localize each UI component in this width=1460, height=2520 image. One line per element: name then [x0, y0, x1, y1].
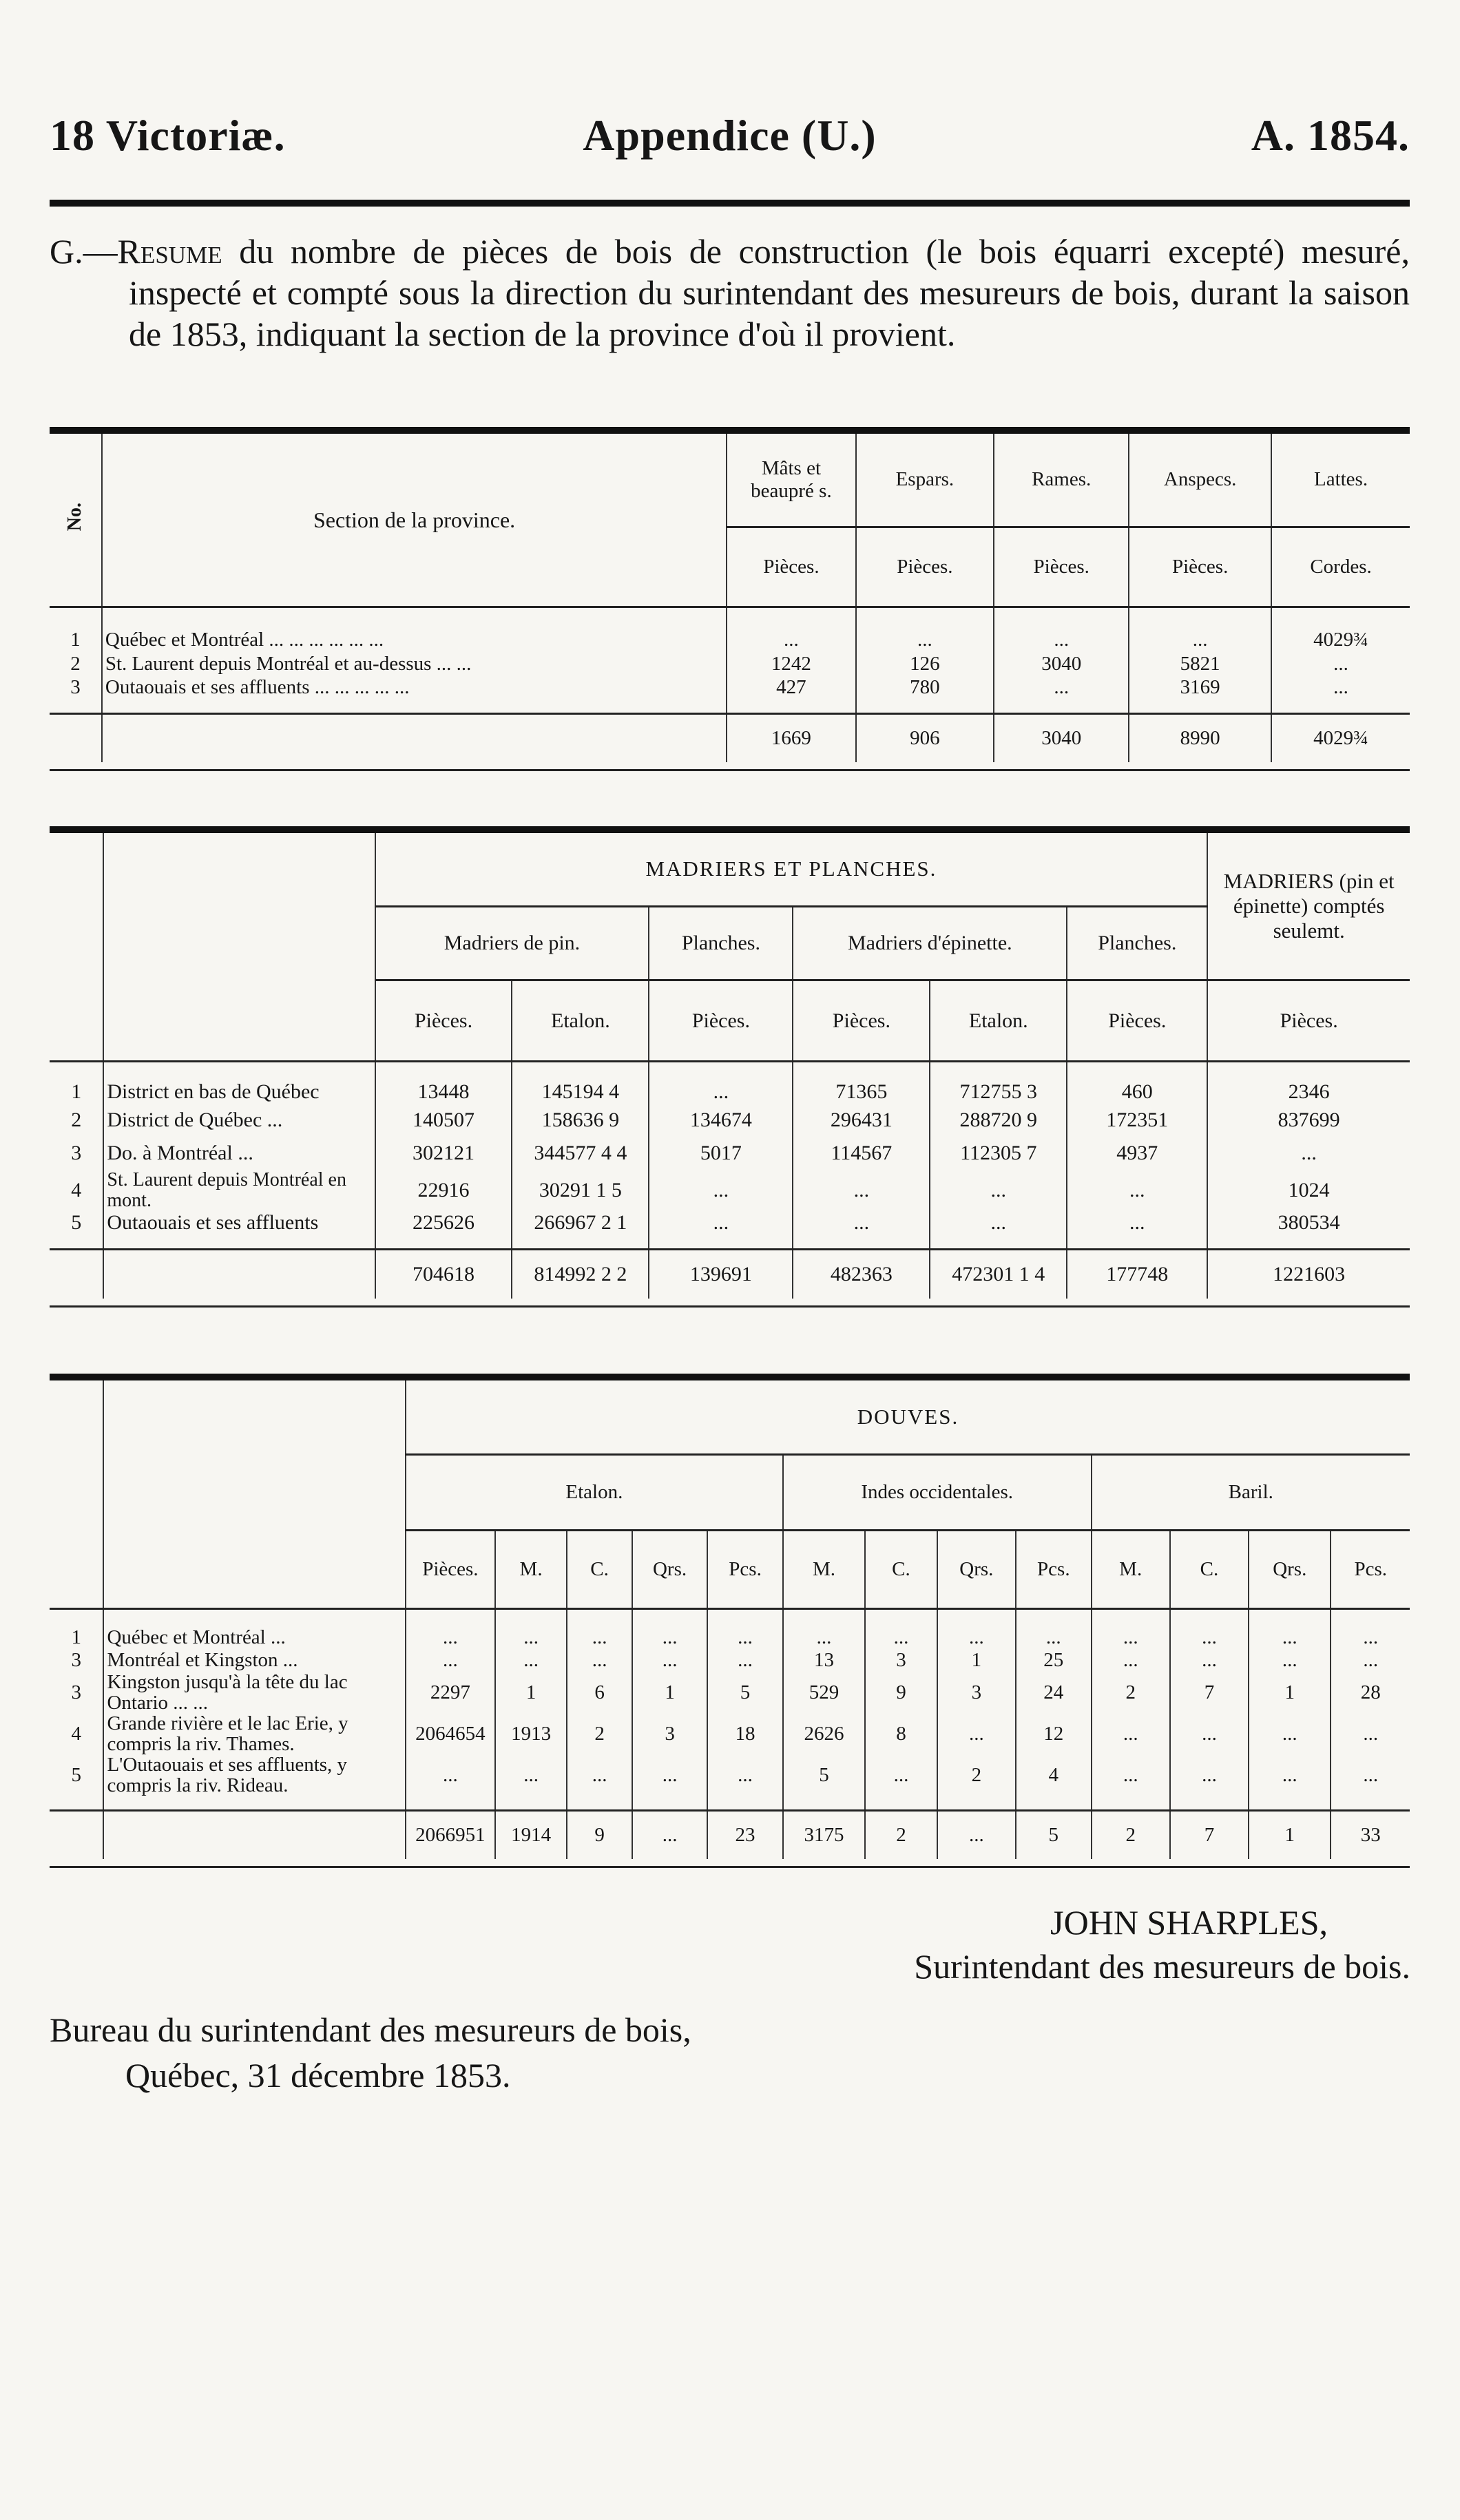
cell: 112305 7 [930, 1137, 1067, 1170]
cell: ... [793, 1211, 930, 1250]
total-cell: 704618 [375, 1250, 512, 1299]
unit-header: C. [567, 1530, 632, 1608]
cell: 2346 [1207, 1062, 1410, 1104]
row-number: 4 [71, 1722, 81, 1745]
cell: 3169 [1129, 676, 1271, 714]
cell: 28 [1331, 1672, 1410, 1713]
cell: ... [406, 1649, 495, 1672]
row-label: St. Laurent depuis Montréal en mont. [103, 1170, 375, 1211]
cell: ... [994, 607, 1129, 652]
row-number: 3 [70, 676, 81, 698]
total-cell: 8990 [1129, 714, 1271, 763]
cell: ... [406, 1754, 495, 1811]
sub-header-etalon: Etalon. [406, 1455, 783, 1530]
cell: 13 [783, 1649, 865, 1672]
cell: ... [856, 607, 994, 652]
cell: ... [994, 676, 1129, 714]
total-cell: 906 [856, 714, 994, 763]
cell: ... [937, 1713, 1016, 1754]
cell: ... [1331, 1649, 1410, 1672]
cell: ... [495, 1754, 567, 1811]
unit-pieces: Pièces. [793, 980, 930, 1062]
total-cell: ... [632, 1811, 708, 1860]
cell: ... [1092, 1713, 1170, 1754]
table-row [50, 607, 1410, 652]
cell: 3 [632, 1713, 708, 1754]
cell: ... [727, 607, 855, 652]
total-cell: 139691 [649, 1250, 793, 1299]
cell: 1913 [495, 1713, 567, 1754]
cell: 302121 [375, 1137, 512, 1170]
cell: 1 [1249, 1672, 1331, 1713]
table-row [50, 1137, 1410, 1170]
cell: 71365 [793, 1062, 930, 1104]
row-number: 5 [71, 1763, 81, 1786]
unit-header: C. [865, 1530, 937, 1608]
cell: 837699 [1207, 1104, 1410, 1137]
cell: ... [1249, 1609, 1331, 1650]
group-header-madriers-planches: MADRIERS ET PLANCHES. [375, 830, 1208, 906]
cell: ... [793, 1170, 930, 1211]
row-number: 3 [71, 1681, 81, 1703]
cell: ... [1170, 1754, 1249, 1811]
cell: 3 [937, 1672, 1016, 1713]
row-number: 2 [71, 1109, 82, 1131]
sub-header-madriers-pin: Madriers de pin. [375, 906, 649, 980]
unit-header: C. [1170, 1530, 1249, 1608]
cell: ... [865, 1609, 937, 1650]
row-label: Outaouais et ses affluents ... ... ... ... ... [102, 676, 727, 714]
row-label: Québec et Montréal ... [103, 1609, 406, 1650]
total-row [50, 1250, 1410, 1299]
total-cell: 2066951 [406, 1811, 495, 1860]
cell: ... [649, 1211, 793, 1250]
place-date: Québec, 31 décembre 1853. [125, 2056, 511, 2094]
table-row [50, 676, 1410, 714]
total-cell: 1 [1249, 1811, 1331, 1860]
cell: 2297 [406, 1672, 495, 1713]
cell: 18 [707, 1713, 782, 1754]
cell: ... [1092, 1754, 1170, 1811]
cell: 5 [707, 1672, 782, 1713]
total-cell: 2 [865, 1811, 937, 1860]
appendix-title: Appendice (U.) [583, 111, 877, 160]
col-header-lattes: Lattes. [1271, 430, 1410, 527]
cell: 140507 [375, 1104, 512, 1137]
table-row [50, 1754, 1410, 1811]
row-label: Québec et Montréal ... ... ... ... ... ... [102, 607, 727, 652]
row-number: 1 [71, 1626, 81, 1648]
cell: 712755 3 [930, 1062, 1067, 1104]
total-cell: 7 [1170, 1811, 1249, 1860]
cell: 266967 2 1 [512, 1211, 649, 1250]
cell: 5821 [1129, 651, 1271, 676]
cell: ... [1129, 607, 1271, 652]
unit-pieces: Pièces. [856, 527, 994, 607]
cell: ... [1016, 1609, 1091, 1650]
cell: ... [937, 1609, 1016, 1650]
cell: 22916 [375, 1170, 512, 1211]
unit-pieces: Pièces. [1207, 980, 1410, 1062]
cell: ... [1067, 1211, 1207, 1250]
cell: ... [1331, 1754, 1410, 1811]
sub-header-indes: Indes occidentales. [783, 1455, 1092, 1530]
total-row [50, 714, 1410, 763]
cell: 30291 1 5 [512, 1170, 649, 1211]
cell: 126 [856, 651, 994, 676]
table-row [50, 1170, 1410, 1211]
total-cell: 4029¾ [1271, 714, 1410, 763]
row-label: St. Laurent depuis Montréal et au-dessus ... ... [102, 651, 727, 676]
total-cell: 3040 [994, 714, 1129, 763]
cell: 4937 [1067, 1137, 1207, 1170]
total-cell: 5 [1016, 1811, 1091, 1860]
sub-header-madriers-epinette: Madriers d'épinette. [793, 906, 1067, 980]
col-header-anspecs: Anspecs. [1129, 430, 1271, 527]
cell: 24 [1016, 1672, 1091, 1713]
cell: ... [495, 1609, 567, 1650]
cell: 12 [1016, 1713, 1091, 1754]
cell: 6 [567, 1672, 632, 1713]
row-label: District de Québec ... [103, 1104, 375, 1137]
group-header-douves: DOUVES. [406, 1377, 1410, 1455]
cell: ... [783, 1609, 865, 1650]
row-label: Kingston jusqu'à la tête du lac Ontario ... ... [103, 1672, 406, 1713]
cell: 158636 9 [512, 1104, 649, 1137]
cell: 1 [495, 1672, 567, 1713]
cell: 145194 4 [512, 1062, 649, 1104]
cell: ... [632, 1649, 708, 1672]
cell: 4029¾ [1271, 607, 1410, 652]
summary-paragraph [50, 231, 1410, 355]
total-cell: 3175 [783, 1811, 865, 1860]
unit-pieces: Pièces. [1129, 527, 1271, 607]
cell: 134674 [649, 1104, 793, 1137]
table-masts-spars [50, 427, 1410, 771]
total-cell: 2 [1092, 1811, 1170, 1860]
unit-header: Qrs. [632, 1530, 708, 1608]
cell: ... [1249, 1649, 1331, 1672]
row-label: Montréal et Kingston ... [103, 1649, 406, 1672]
row-label: Outaouais et ses affluents [103, 1211, 375, 1250]
cell: 13448 [375, 1062, 512, 1104]
cell: 2 [1092, 1672, 1170, 1713]
row-number: 5 [71, 1211, 82, 1234]
cell: ... [567, 1609, 632, 1650]
total-cell: 1914 [495, 1811, 567, 1860]
table-madriers-planches [50, 826, 1410, 1308]
cell: 1242 [727, 651, 855, 676]
cell: 380534 [1207, 1211, 1410, 1250]
sub-header-planches: Planches. [649, 906, 793, 980]
cell: 1024 [1207, 1170, 1410, 1211]
total-cell: 814992 2 2 [512, 1250, 649, 1299]
unit-header: Qrs. [1249, 1530, 1331, 1608]
cell: ... [1249, 1713, 1331, 1754]
sub-header-planches: Planches. [1067, 906, 1207, 980]
total-cell: 177748 [1067, 1250, 1207, 1299]
cell: ... [649, 1062, 793, 1104]
cell: 296431 [793, 1104, 930, 1137]
cell: ... [1092, 1609, 1170, 1650]
cell: ... [707, 1609, 782, 1650]
cell: ... [707, 1649, 782, 1672]
unit-header: M. [1092, 1530, 1170, 1608]
cell: ... [495, 1649, 567, 1672]
cell: ... [632, 1754, 708, 1811]
total-cell: 33 [1331, 1811, 1410, 1860]
table-row [50, 1649, 1410, 1672]
row-number: 3 [71, 1649, 81, 1671]
table-row [50, 1211, 1410, 1250]
signatory-name: JOHN SHARPLES, [1050, 1903, 1328, 1942]
unit-pieces: Pièces. [649, 980, 793, 1062]
unit-pieces: Pièces. [375, 980, 512, 1062]
unit-header: Pcs. [1331, 1530, 1410, 1608]
total-cell: 472301 1 4 [930, 1250, 1067, 1299]
total-cell: 23 [707, 1811, 782, 1860]
cell: 288720 9 [930, 1104, 1067, 1137]
cell: 5017 [649, 1137, 793, 1170]
cell: ... [930, 1170, 1067, 1211]
bureau-line: Bureau du surintendant des mesureurs de bois, [50, 2010, 691, 2049]
cell: 460 [1067, 1062, 1207, 1104]
table-row [50, 1609, 1410, 1650]
cell: 9 [865, 1672, 937, 1713]
section-header: Section de la province. [102, 430, 727, 607]
cell: ... [1170, 1713, 1249, 1754]
cell: ... [567, 1754, 632, 1811]
unit-header: Pièces. [406, 1530, 495, 1608]
unit-header: Pcs. [707, 1530, 782, 1608]
year-label: A. 1854. [1251, 111, 1410, 160]
cell: 3040 [994, 651, 1129, 676]
cell: 225626 [375, 1211, 512, 1250]
cell: 7 [1170, 1672, 1249, 1713]
col-header-rames: Rames. [994, 430, 1129, 527]
unit-pieces: Pièces. [994, 527, 1129, 607]
unit-header: Qrs. [937, 1530, 1016, 1608]
cell: 780 [856, 676, 994, 714]
side-header-madriers: MADRIERS (pin et épinette) comptés seulemt. [1207, 830, 1410, 980]
row-number: 4 [71, 1179, 82, 1201]
unit-etalon: Etalon. [512, 980, 649, 1062]
unit-pieces: Pièces. [1067, 980, 1207, 1062]
total-cell: 1669 [727, 714, 855, 763]
row-number: 3 [71, 1142, 82, 1164]
cell: 344577 4 4 [512, 1137, 649, 1170]
cell: ... [930, 1211, 1067, 1250]
cell: ... [1271, 676, 1410, 714]
cell: 114567 [793, 1137, 930, 1170]
total-cell: 482363 [793, 1250, 930, 1299]
cell: 4 [1016, 1754, 1091, 1811]
cell: ... [1271, 651, 1410, 676]
cell: ... [1249, 1754, 1331, 1811]
table-row [50, 1104, 1410, 1137]
session-label: 18 Victoriæ. [50, 111, 286, 160]
cell: 3 [865, 1649, 937, 1672]
cell: ... [649, 1170, 793, 1211]
total-cell: 9 [567, 1811, 632, 1860]
table-douves [50, 1374, 1410, 1868]
row-number: 1 [71, 1080, 82, 1103]
cell: ... [1067, 1170, 1207, 1211]
unit-header: M. [495, 1530, 567, 1608]
unit-pieces: Pièces. [727, 527, 855, 607]
row-label: L'Outaouais et ses affluents, y compris la riv. Rideau. [103, 1754, 406, 1811]
cell: 172351 [1067, 1104, 1207, 1137]
bureau-block [50, 2007, 691, 2098]
cell: 2626 [783, 1713, 865, 1754]
col-header-espars: Espars. [856, 430, 994, 527]
header-rule [50, 200, 1410, 207]
cell: 529 [783, 1672, 865, 1713]
total-cell: ... [937, 1811, 1016, 1860]
cell: ... [865, 1754, 937, 1811]
total-cell: 1221603 [1207, 1250, 1410, 1299]
row-number: 2 [70, 652, 81, 675]
row-number: 1 [70, 629, 81, 651]
cell: 2 [937, 1754, 1016, 1811]
cell: ... [567, 1649, 632, 1672]
table-row [50, 1713, 1410, 1754]
cell: ... [707, 1754, 782, 1811]
unit-header: Pcs. [1016, 1530, 1091, 1608]
cell: ... [1170, 1609, 1249, 1650]
cell: 1 [632, 1672, 708, 1713]
cell: ... [406, 1609, 495, 1650]
row-label: Do. à Montréal ... [103, 1137, 375, 1170]
summary-prefix: G.— [50, 232, 118, 271]
cell: ... [1331, 1713, 1410, 1754]
cell: 2 [567, 1713, 632, 1754]
cell: 1 [937, 1649, 1016, 1672]
row-label: District en bas de Québec [103, 1062, 375, 1104]
unit-header: M. [783, 1530, 865, 1608]
signature-block [914, 1900, 1410, 1988]
signatory-title: Surintendant des mesureurs de bois. [914, 1947, 1410, 1986]
cell: 8 [865, 1713, 937, 1754]
col-header-masts: Mâts et beaupré s. [727, 430, 855, 527]
summary-text: du nombre de pièces de bois de construction (le bois équarri excepté) mesuré, inspecté et compté sous la direction du surintendant des mesureurs de bois, durant la saison de 1853, indiquant la section de la province d'où il provient. [129, 232, 1410, 353]
no-header: No. [50, 430, 102, 607]
cell: ... [1331, 1609, 1410, 1650]
table-row [50, 1672, 1410, 1713]
sub-header-baril: Baril. [1092, 1455, 1410, 1530]
total-row [50, 1811, 1410, 1860]
table-row [50, 1062, 1410, 1104]
cell: 25 [1016, 1649, 1091, 1672]
cell: ... [632, 1609, 708, 1650]
cell: ... [1170, 1649, 1249, 1672]
cell: ... [1207, 1137, 1410, 1170]
cell: ... [1092, 1649, 1170, 1672]
summary-lead: Resume [117, 232, 222, 271]
cell: 2064654 [406, 1713, 495, 1754]
row-label: Grande rivière et le lac Erie, y compris la riv. Thames. [103, 1713, 406, 1754]
unit-cordes: Cordes. [1271, 527, 1410, 607]
cell: 427 [727, 676, 855, 714]
cell: 5 [783, 1754, 865, 1811]
unit-etalon: Etalon. [930, 980, 1067, 1062]
table-row [50, 651, 1410, 676]
